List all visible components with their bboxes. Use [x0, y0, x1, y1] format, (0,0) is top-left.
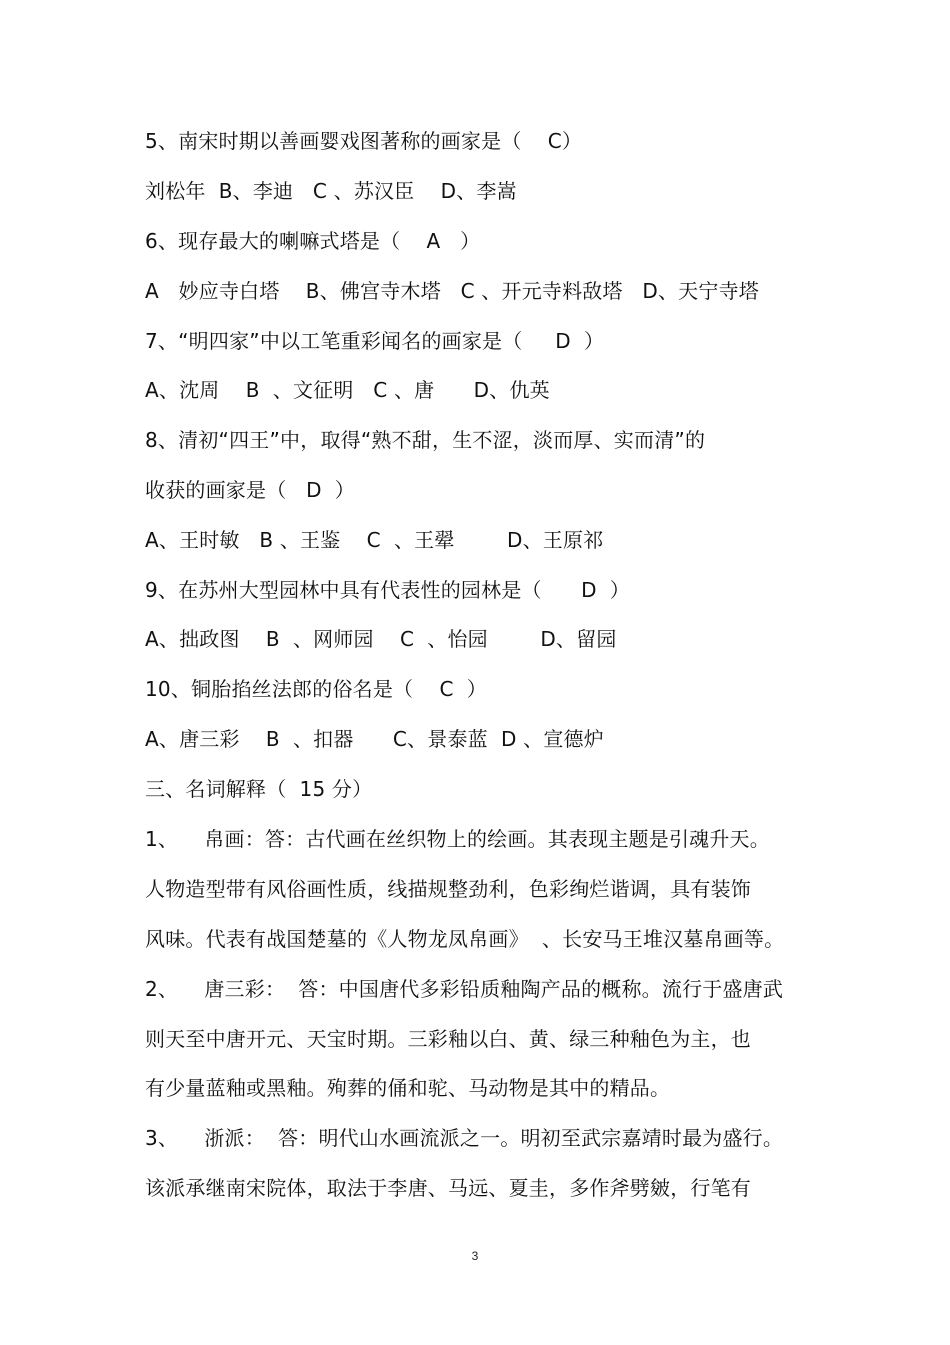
question-8-options: A、王时敏 B 、王鉴 C 、王翚 D、王原祁 — [145, 528, 604, 552]
question-8-continued: 收获的画家是（ D ） — [145, 478, 355, 502]
question-5-options: 刘松年 B、李迪 C 、苏汉臣 D、李嵩 — [145, 179, 517, 203]
question-6: 6、现存最大的喇嘛式塔是（ A ） — [145, 229, 481, 253]
term-2-continued-2: 有少量蓝釉或黑釉。殉葬的俑和驼、马动物是其中的精品。 — [145, 1076, 671, 1100]
question-5: 5、南宋时期以善画婴戏图著称的画家是（ C） — [145, 129, 583, 153]
term-1: 1、 帛画：答：古代画在丝织物上的绘画。其表现主题是引魂升天。 — [145, 827, 770, 851]
term-3: 3、 浙派： 答：明代山水画流派之一。明初至武宗嘉靖时最为盛行。 — [145, 1126, 784, 1150]
question-7: 7、“明四家”中以工笔重彩闻名的画家是（ D ） — [145, 329, 605, 353]
term-1-continued: 人物造型带有风俗画性质，线描规整劲利，色彩绚烂谐调，具有装饰 — [145, 877, 751, 901]
term-3-continued: 该派承继南宋院体，取法于李唐、马远、夏圭，多作斧劈皴，行笔有 — [145, 1176, 751, 1200]
term-2-continued: 则天至中唐开元、天宝时期。三彩釉以白、黄、绿三种釉色为主，也 — [145, 1027, 751, 1051]
question-10-options: A、唐三彩 B 、扣器 C、景泰蓝 D 、宣德炉 — [145, 727, 604, 751]
question-7-options: A、沈周 B 、文征明 C 、唐 D、仇英 — [145, 378, 550, 402]
question-8: 8、清初“四王”中，取得“熟不甜，生不涩，淡而厚、实而清”的 — [145, 428, 706, 452]
page-number: 3 — [471, 1249, 479, 1263]
question-9: 9、在苏州大型园林中具有代表性的园林是（ D ） — [145, 578, 630, 602]
term-2: 2、 唐三彩： 答：中国唐代多彩铅质釉陶产品的概称。流行于盛唐武 — [145, 977, 784, 1001]
question-6-options: A 妙应寺白塔 B、佛宫寺木塔 C 、开元寺料敌塔 D、天宁寺塔 — [145, 279, 759, 303]
question-9-options: A、拙政图 B 、网师园 C 、怡园 D、留园 — [145, 627, 617, 651]
question-10: 10、铜胎掐丝法郎的俗名是（ C ） — [145, 677, 487, 701]
section-heading: 三、名词解释（ 15 分） — [145, 777, 373, 801]
term-1-continued-2: 风味。代表有战国楚墓的《人物龙凤帛画》 、长安马王堆汉墓帛画等。 — [145, 927, 785, 951]
